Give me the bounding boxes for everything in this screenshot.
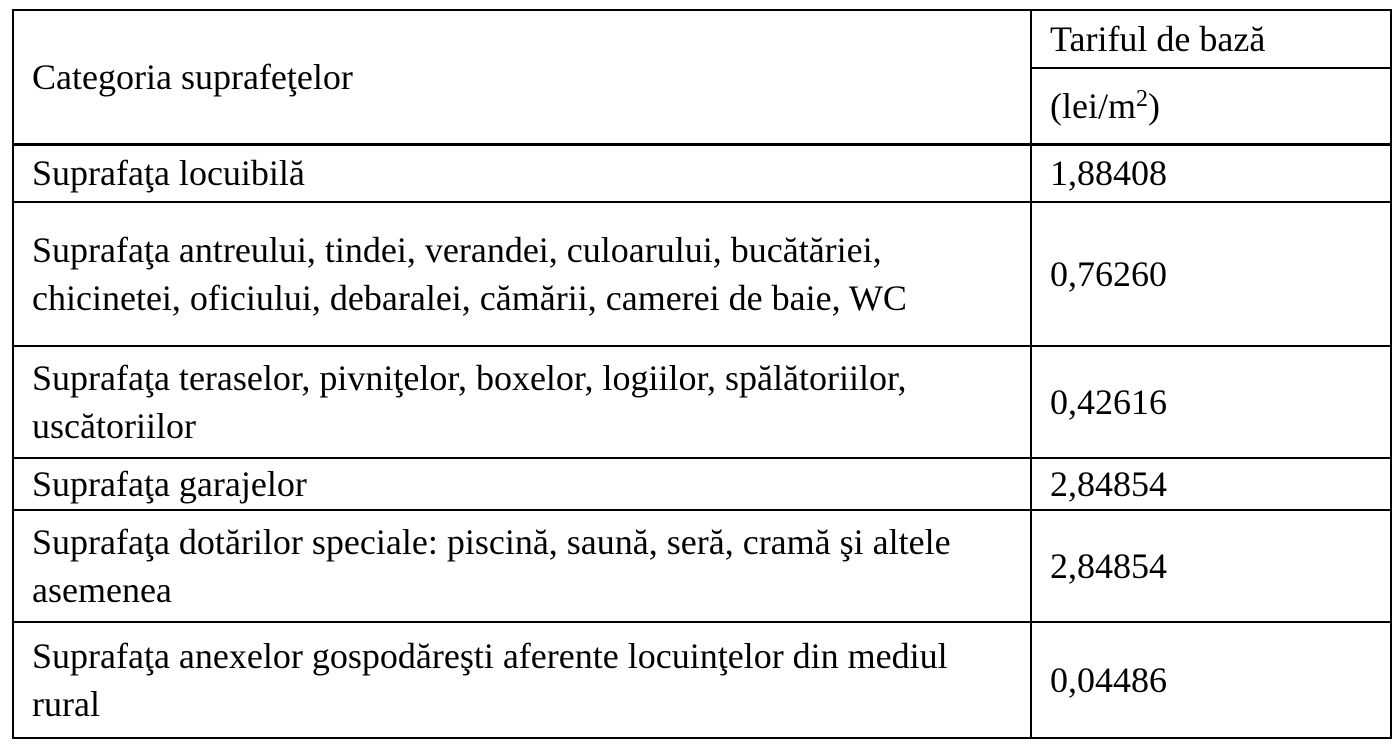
header-tariff-label: Tariful de bază: [1050, 19, 1266, 59]
category-cell: Suprafaţa locuibilă: [13, 144, 1031, 202]
table-row: [13, 144, 1391, 202]
table-row: [13, 202, 1391, 346]
tariff-table: [12, 9, 1392, 739]
header-unit-superscript: 2: [1135, 85, 1148, 112]
tariff-cell: 0,42616: [1031, 346, 1391, 458]
table-row: [13, 458, 1391, 510]
category-cell: Suprafaţa antreului, tindei, verandei, culoarului, bucătăriei, chicinetei, oficiului, debaralei, cămării, camerei de baie, WC: [13, 202, 1031, 346]
header-category-label: Categoria suprafeţelor: [32, 56, 353, 97]
category-cell: Suprafaţa dotărilor speciale: piscină, saună, seră, cramă şi altele asemenea: [13, 510, 1031, 622]
tariff-cell: 1,88408: [1031, 144, 1391, 202]
table-row: [13, 346, 1391, 458]
category-cell: Suprafaţa garajelor: [13, 458, 1031, 510]
table-row: [13, 622, 1391, 738]
category-cell: Suprafaţa teraselor, pivniţelor, boxelor, logiilor, spălătoriilor, uscătoriilor: [13, 346, 1031, 458]
header-tariff-cell: [1031, 10, 1391, 68]
header-unit-prefix: (lei/m: [1050, 85, 1136, 126]
header-unit-suffix: ): [1147, 85, 1160, 126]
tariff-cell: 2,84854: [1031, 458, 1391, 510]
tariff-table-container: [12, 9, 1390, 737]
tariff-cell: 0,04486: [1031, 622, 1391, 738]
category-cell: Suprafaţa anexelor gospodăreşti aferente locuinţelor din mediul rural: [13, 622, 1031, 738]
table-row: [13, 510, 1391, 622]
tariff-cell: 0,76260: [1031, 202, 1391, 346]
header-category-cell: [13, 10, 1031, 144]
tariff-cell: 2,84854: [1031, 510, 1391, 622]
header-unit-cell: [1031, 68, 1391, 144]
table-header-row: [13, 10, 1391, 68]
